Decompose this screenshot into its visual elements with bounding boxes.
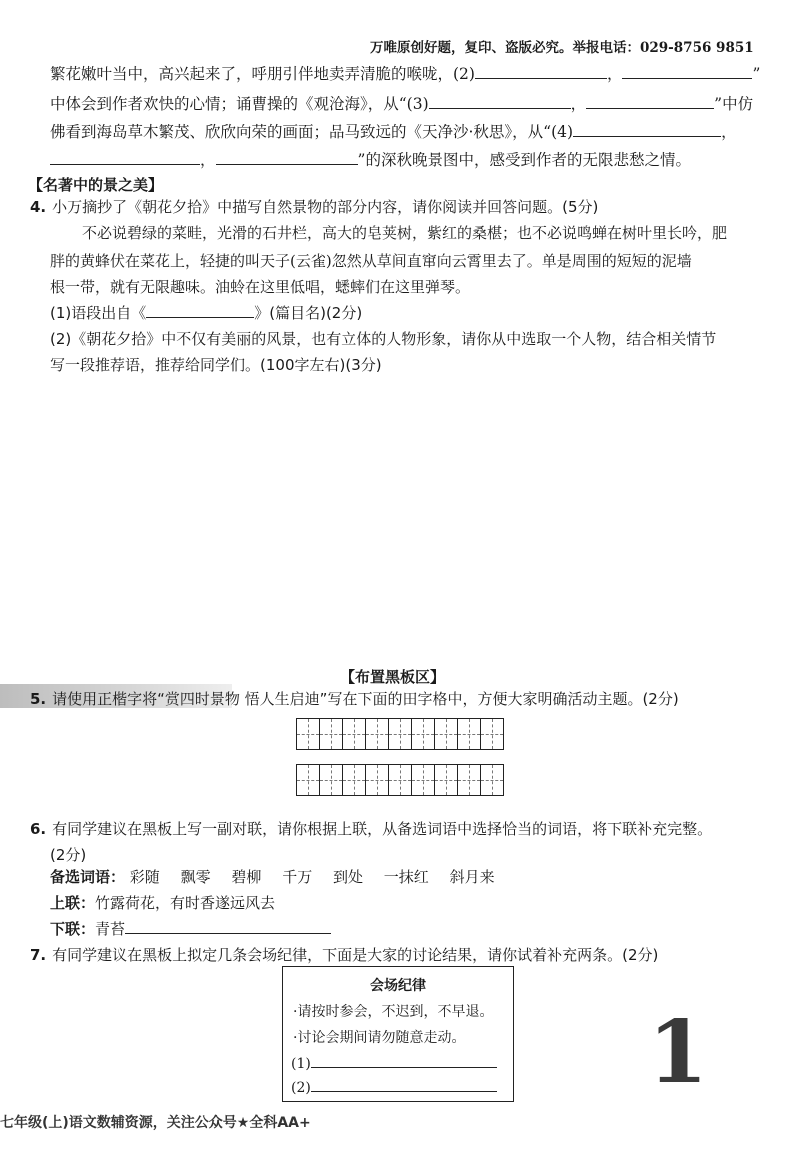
option-word: 斜月来 xyxy=(449,868,495,886)
section-title-blackboard: 【布置黑板区】 xyxy=(340,668,446,686)
answer-blank-2b[interactable] xyxy=(622,64,752,79)
grid-cell[interactable] xyxy=(297,719,320,749)
intro-line-2: 中体会到作者欢快的心情；诵曹操的《观沧海》，从“(3) ， ”中仿 xyxy=(50,95,754,113)
question-7: 7. 有同学建议在黑板上拟定几条会场纪律，下面是大家的讨论结果，请你试着补充两条。(2分) xyxy=(30,946,659,964)
answer-blank-4b[interactable] xyxy=(50,150,200,165)
grid-cell[interactable] xyxy=(458,719,481,749)
q6-upper-couplet: 上联：竹露荷花，有时香遂远风去 xyxy=(50,894,276,912)
question-4: 4. 小万摘抄了《朝花夕拾》中描写自然景物的部分内容，请你阅读并回答问题。(5分) xyxy=(30,198,599,216)
option-word: 千万 xyxy=(282,868,313,886)
q6-lower-couplet: 下联：青苔 xyxy=(50,918,331,939)
rule-blank-1: (1) xyxy=(291,1053,497,1072)
option-word: 到处 xyxy=(332,868,363,886)
rule-2: ·讨论会期间请勿随意走动。 xyxy=(293,1030,466,1046)
grid-cell[interactable] xyxy=(320,719,343,749)
rule-blank-2: (2) xyxy=(291,1077,497,1096)
footer-text: 七年级(上)语文数辅资源，关注公众号★全科AA+ xyxy=(0,1115,311,1131)
passage-line-2: 胖的黄蜂伏在菜花上，轻捷的叫天子(云雀)忽然从草间直窜向云霄里去了。单是周围的短短的泥墙 xyxy=(50,252,692,270)
question-6: 6. 有同学建议在黑板上写一副对联，请你根据上联，从备选词语中选择恰当的词语，将下联补充完整。 xyxy=(30,820,713,838)
answer-blank-couplet[interactable] xyxy=(125,919,331,934)
option-word: 彩随 xyxy=(129,868,160,886)
answer-blank-2a[interactable] xyxy=(475,64,607,79)
grid-cell[interactable] xyxy=(458,765,481,795)
grid-cell[interactable] xyxy=(366,765,389,795)
tianzi-grid-row-2[interactable] xyxy=(296,764,504,796)
option-word: 碧柳 xyxy=(231,868,262,886)
intro-line-1: 繁花嫩叶当中，高兴起来了，呼朋引伴地卖弄清脆的喉咙，(2) ， ” xyxy=(50,65,761,83)
answer-blank-3a[interactable] xyxy=(429,94,571,109)
grid-cell[interactable] xyxy=(343,765,366,795)
section-title-classics: 【名著中的景之美】 xyxy=(28,176,164,194)
q4-sub-1: (1)语段出自《 》(篇目名)(2分) xyxy=(50,304,363,322)
passage-line-3: 根一带，就有无限趣味。油蛉在这里低唱，蟋蟀们在这里弹琴。 xyxy=(50,278,471,296)
grid-cell[interactable] xyxy=(481,765,503,795)
grid-cell[interactable] xyxy=(412,719,435,749)
grid-cell[interactable] xyxy=(435,719,458,749)
answer-blank-rule-1[interactable] xyxy=(311,1053,497,1068)
intro-line-4: ， ”的深秋晚景图中，感受到作者的无限悲愁之情。 xyxy=(50,148,691,170)
grid-cell[interactable] xyxy=(481,719,503,749)
answer-blank-4c[interactable] xyxy=(216,150,358,165)
tianzi-grid-row-1[interactable] xyxy=(296,718,504,750)
grid-cell[interactable] xyxy=(412,765,435,795)
grid-cell[interactable] xyxy=(297,765,320,795)
answer-blank-3b[interactable] xyxy=(586,94,714,109)
intro-line-3: 佛看到海岛草木繁茂、欣欣向荣的画面；品马致远的《天净沙·秋思》，从“(4) ， xyxy=(50,123,737,141)
question-5: 5. 请使用正楷字将“赏四时景物 悟人生启迪”写在下面的田字格中，方便大家明确活动主题。(2分) xyxy=(30,690,679,708)
grid-cell[interactable] xyxy=(435,765,458,795)
grid-cell[interactable] xyxy=(320,765,343,795)
answer-blank-4a[interactable] xyxy=(573,122,721,137)
grid-cell[interactable] xyxy=(389,719,412,749)
passage-line-1: 不必说碧绿的菜畦，光滑的石井栏，高大的皂荚树，紫红的桑椹；也不必说鸣蝉在树叶里长吟，肥 xyxy=(82,224,728,242)
header-notice: 万唯原创好题，复印、盗版必究。举报电话：029-8756 9851 xyxy=(370,40,754,56)
rules-box xyxy=(282,966,514,1102)
page-number: 1 xyxy=(648,1002,708,1103)
option-word: 飘零 xyxy=(180,868,211,886)
q6-score: (2分) xyxy=(50,846,87,864)
q4-sub-2-line-2: 写一段推荐语，推荐给同学们。(100字左右)(3分) xyxy=(50,356,382,374)
grid-cell[interactable] xyxy=(343,719,366,749)
rule-1: ·请按时参会，不迟到，不早退。 xyxy=(293,1004,494,1020)
grid-cell[interactable] xyxy=(366,719,389,749)
q4-sub-2-line-1: (2)《朝花夕拾》中不仅有美丽的风景，也有立体的人物形象，请你从中选取一个人物，结合相关情节 xyxy=(50,330,717,348)
q6-options: 备选词语： 彩随 飘零 碧柳 千万 到处 一抹红 斜月来 xyxy=(50,868,495,886)
answer-blank-rule-2[interactable] xyxy=(311,1077,497,1092)
answer-blank-chapter[interactable] xyxy=(146,303,254,318)
answer-area-recommendation[interactable] xyxy=(50,380,750,650)
rules-title: 会场纪律 xyxy=(370,978,426,994)
grid-cell[interactable] xyxy=(389,765,412,795)
option-word: 一抹红 xyxy=(383,868,429,886)
